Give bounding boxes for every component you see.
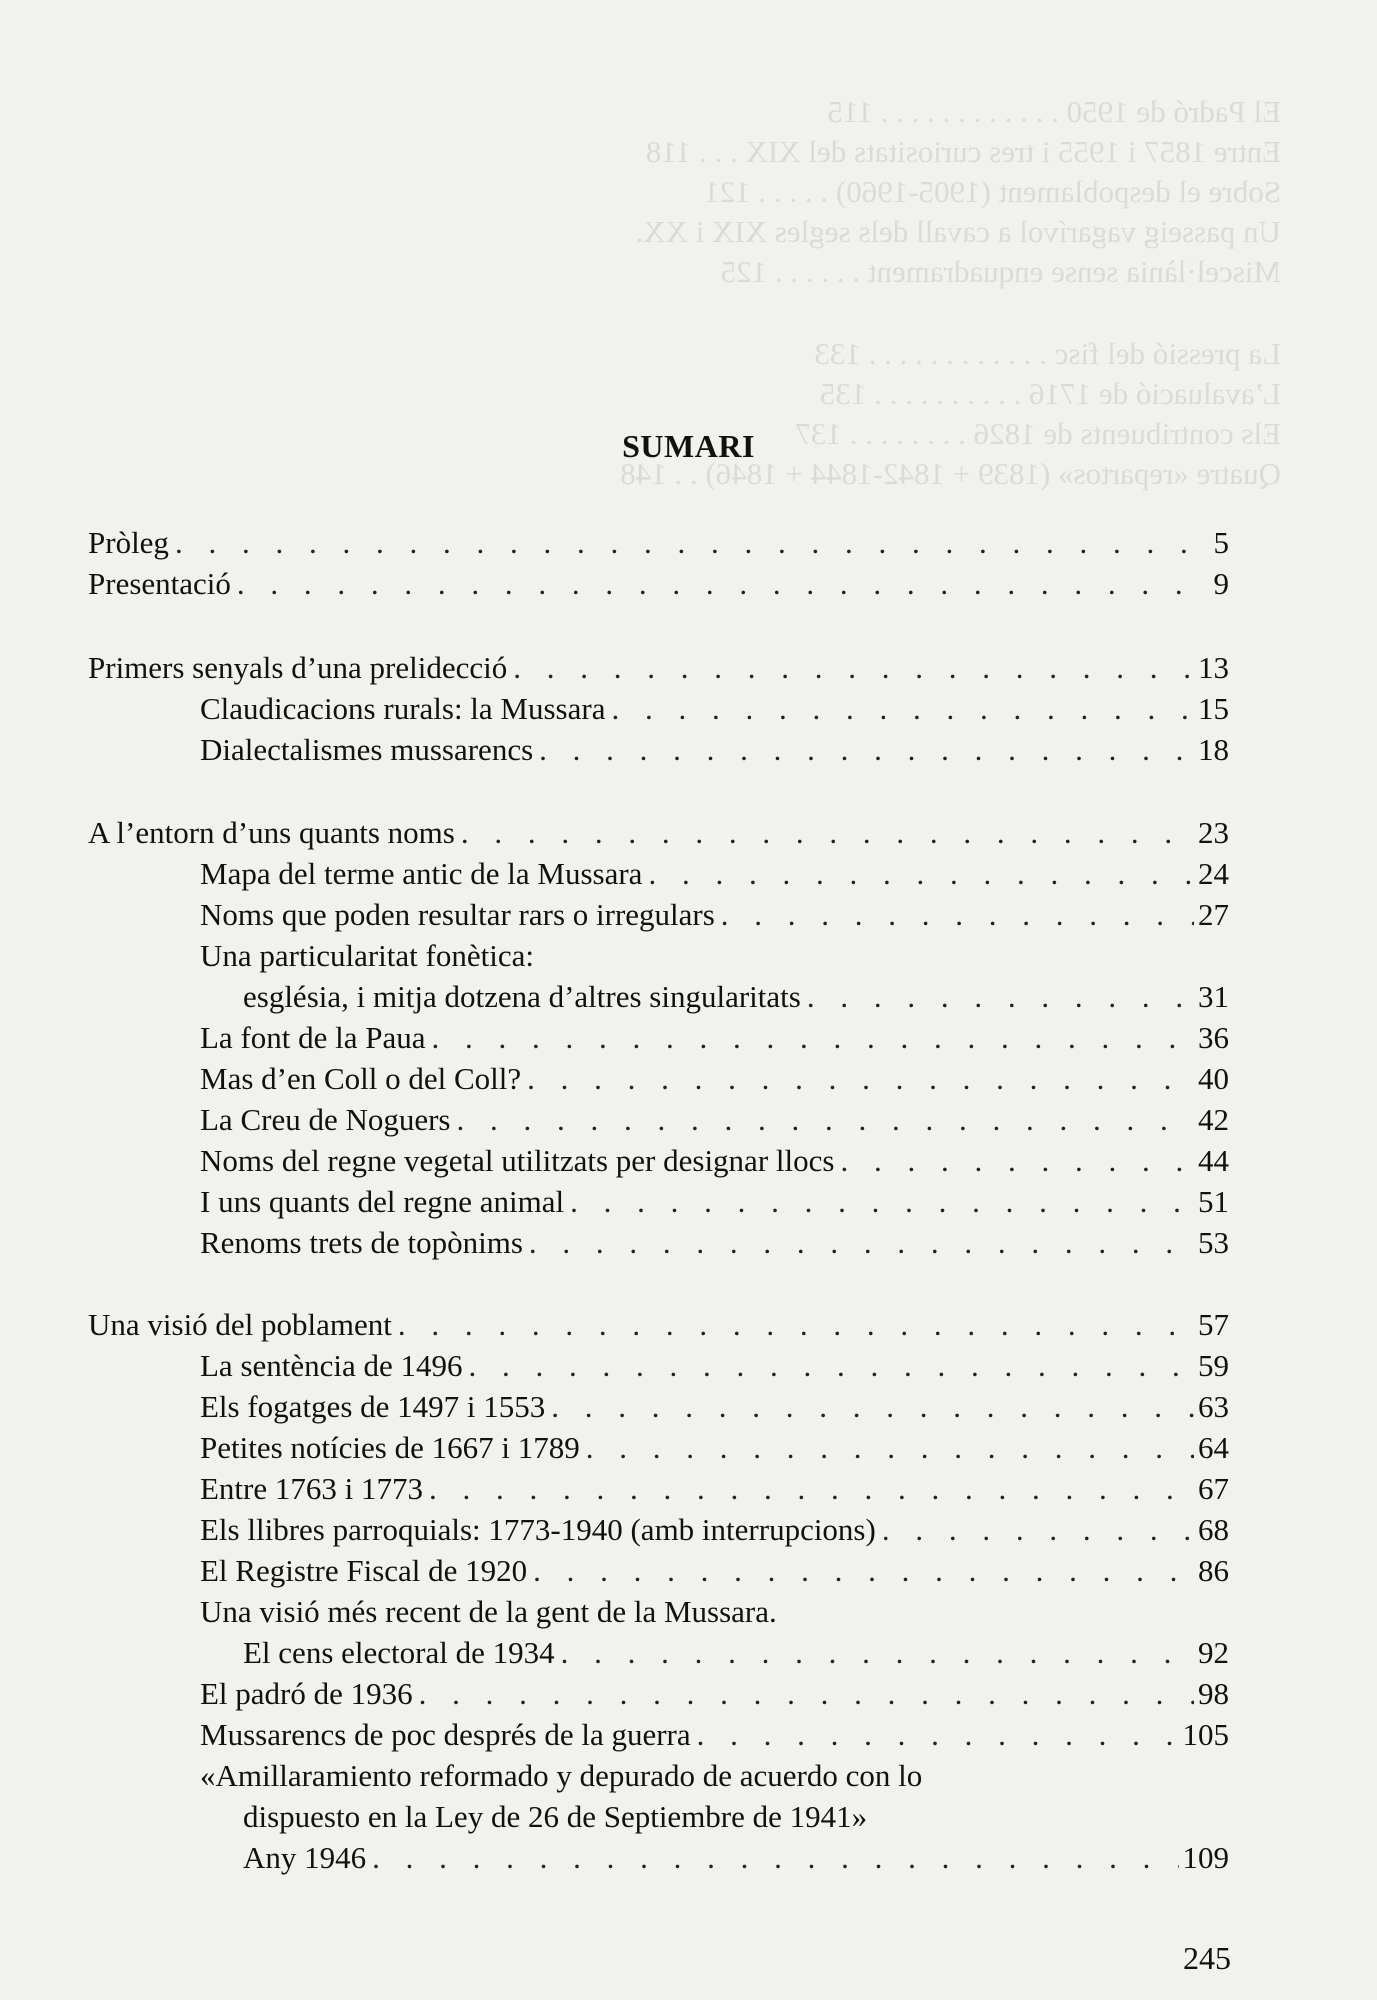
toc-entry[interactable]: [200, 1018, 1229, 1058]
toc-entry[interactable]: [200, 1223, 1229, 1263]
dot-leader: [457, 1100, 1195, 1140]
toc-entry[interactable]: [88, 523, 1229, 563]
toc-entry-page: 5: [1213, 525, 1229, 560]
toc-entry[interactable]: [243, 1797, 1229, 1837]
dot-leader: [561, 1633, 1194, 1673]
toc-entry-label: Pròleg: [88, 525, 169, 560]
dot-leader: [882, 1510, 1194, 1550]
toc-entry[interactable]: [200, 936, 1229, 976]
show-through-text: El Padró de 1950 . . . . . . . . . . . . 115 Entre 1857 i 1955 i tres curiositats del XIX . . . 118 Sobre el despoblament (1905-1960) . . . . . 121 Un passeig vagarívol a cavall dels segles XIX i XX. Miscel·lània sense enquadrament . . . . . . 125 La pressió del fisc . . . . . . . . . . . . 133 L’avaluació de 1716 . . . . . . . . . . 135 Els contribuents de 1826 . . . . . . . . 137 Quatre «repartos» (1839 + 1842-1844 + 1846) . . 148: [620, 94, 1281, 491]
toc-entry[interactable]: [243, 1633, 1229, 1673]
toc-entry-page: 63: [1198, 1389, 1229, 1424]
dot-leader: [529, 1223, 1194, 1263]
dot-leader: [551, 1387, 1194, 1427]
dot-leader: [429, 1469, 1194, 1509]
toc-entry-page: 24: [1198, 856, 1229, 891]
toc-entry-label: Entre 1763 i 1773: [200, 1471, 423, 1506]
toc-entry-label: El Registre Fiscal de 1920: [200, 1553, 528, 1588]
toc-entry-page: 9: [1213, 566, 1229, 601]
toc-entry-page: 23: [1198, 815, 1229, 850]
toc-entry[interactable]: [200, 1756, 1229, 1796]
toc-entry-page: 86: [1198, 1553, 1229, 1588]
toc-entry-page: 109: [1182, 1840, 1229, 1875]
toc-entry-label: Primers senyals d’una prelidecció: [88, 650, 508, 685]
toc-entry-label: La sentència de 1496: [200, 1348, 463, 1383]
dot-leader: [398, 1305, 1194, 1345]
toc-entry[interactable]: [200, 1346, 1229, 1386]
toc-entry[interactable]: [200, 1100, 1229, 1140]
toc-entry-label: La Creu de Noguers: [200, 1102, 451, 1137]
toc-entry-label: Dialectalismes mussarencs: [200, 732, 534, 767]
dot-leader: [807, 977, 1194, 1017]
dot-leader: [432, 1018, 1194, 1058]
toc-entry-label: «Amillaramiento reformado y depurado de acuerdo con lo: [200, 1758, 923, 1793]
toc-entry-page: 57: [1198, 1307, 1229, 1342]
dot-leader: [461, 813, 1194, 853]
toc-entry-label: Mas d’en Coll o del Coll?: [200, 1061, 522, 1096]
toc-entry-label: Claudicacions rurals: la Mussara: [200, 691, 606, 726]
toc-entry[interactable]: [200, 854, 1229, 894]
toc-entry[interactable]: [200, 1182, 1229, 1222]
toc-entry-label: Una particularitat fonètica:: [200, 938, 534, 973]
toc-entry[interactable]: [200, 1592, 1229, 1632]
toc-entry-page: 51: [1198, 1184, 1229, 1219]
toc-entry-label: La font de la Paua: [200, 1020, 426, 1055]
toc-entry-page: 105: [1182, 1717, 1229, 1752]
dot-leader: [513, 648, 1194, 688]
toc-entry-page: 15: [1198, 691, 1229, 726]
toc-entry-page: 98: [1198, 1676, 1229, 1711]
toc-entry-label: Renoms trets de topònims: [200, 1225, 523, 1260]
toc-entry-label: Una visió més recent de la gent de la Mussara.: [200, 1594, 777, 1629]
toc-entry-page: 64: [1198, 1430, 1229, 1465]
dot-leader: [175, 523, 1201, 563]
toc-entry[interactable]: [88, 648, 1229, 688]
toc-entry-page: 53: [1198, 1225, 1229, 1260]
toc-entry-page: 36: [1198, 1020, 1229, 1055]
dot-leader: [570, 1182, 1194, 1222]
toc-entry-page: 67: [1198, 1471, 1229, 1506]
toc-entry-label: Els fogatges de 1497 i 1553: [200, 1389, 546, 1424]
dot-leader: [419, 1674, 1194, 1714]
toc-entry-page: 68: [1198, 1512, 1229, 1547]
toc-entry[interactable]: [200, 1674, 1229, 1714]
toc-entry-label: Any 1946: [243, 1840, 367, 1875]
page-number: 245: [1183, 1940, 1231, 1976]
toc-entry[interactable]: [88, 1305, 1229, 1345]
toc-entry-page: 27: [1198, 897, 1229, 932]
toc-entry-page: 44: [1198, 1143, 1229, 1178]
dot-leader: [533, 1551, 1194, 1591]
toc-entry[interactable]: [200, 1141, 1229, 1181]
toc-entry-label: dispuesto en la Ley de 26 de Septiembre de 1941»: [243, 1799, 868, 1834]
toc-entry-label: Els llibres parroquials: 1773-1940 (amb interrupcions): [200, 1512, 876, 1547]
toc-entry-label: església, i mitja dotzena d’altres singularitats: [243, 979, 801, 1014]
toc-entry[interactable]: [200, 689, 1229, 729]
toc-entry-label: A l’entorn d’uns quants noms: [88, 815, 455, 850]
toc-entry[interactable]: [200, 1510, 1229, 1550]
toc-entry-page: 31: [1198, 979, 1229, 1014]
toc-entry-page: 13: [1198, 650, 1229, 685]
toc-entry-label: Presentació: [88, 566, 231, 601]
toc-entry-label: Noms del regne vegetal utilitzats per designar llocs: [200, 1143, 835, 1178]
dot-leader: [539, 730, 1194, 770]
dot-leader: [648, 854, 1194, 894]
toc-entry[interactable]: [200, 1059, 1229, 1099]
toc-entry-label: Una visió del poblament: [88, 1307, 392, 1342]
toc-entry-label: El cens electoral de 1934: [243, 1635, 555, 1670]
dot-leader: [469, 1346, 1194, 1386]
toc-entry[interactable]: [243, 1838, 1229, 1878]
toc-entry-page: 40: [1198, 1061, 1229, 1096]
dot-leader: [840, 1141, 1194, 1181]
dot-leader: [697, 1715, 1179, 1755]
toc-entry[interactable]: [88, 813, 1229, 853]
toc-entry-page: 92: [1198, 1635, 1229, 1670]
toc-entry[interactable]: [200, 1387, 1229, 1427]
toc-entry[interactable]: [200, 1428, 1229, 1468]
dot-leader: [527, 1059, 1194, 1099]
toc-entry-page: 42: [1198, 1102, 1229, 1137]
toc-entry-label: Mapa del terme antic de la Mussara: [200, 856, 643, 891]
dot-leader: [721, 895, 1194, 935]
toc-entry[interactable]: [200, 895, 1229, 935]
toc-entry-label: Petites notícies de 1667 i 1789: [200, 1430, 580, 1465]
toc-entry[interactable]: [200, 1551, 1229, 1591]
toc-entry[interactable]: [243, 977, 1229, 1017]
dot-leader: [372, 1838, 1178, 1878]
toc-entry-label: El padró de 1936: [200, 1676, 413, 1711]
dot-leader: [237, 564, 1201, 604]
toc-entry-label: Mussarencs de poc després de la guerra: [200, 1717, 691, 1752]
toc-entry[interactable]: [200, 1469, 1229, 1509]
toc-entry-page: 18: [1198, 732, 1229, 767]
toc-entry[interactable]: [200, 730, 1229, 770]
toc-entry-label: Noms que poden resultar rars o irregulars: [200, 897, 715, 932]
toc-entry[interactable]: [200, 1715, 1229, 1755]
toc-entry-page: 59: [1198, 1348, 1229, 1383]
dot-leader: [586, 1428, 1194, 1468]
dot-leader: [611, 689, 1194, 729]
summary-title: SUMARI: [622, 428, 755, 464]
toc-entry[interactable]: [88, 564, 1229, 604]
toc-entry-label: I uns quants del regne animal: [200, 1184, 565, 1219]
